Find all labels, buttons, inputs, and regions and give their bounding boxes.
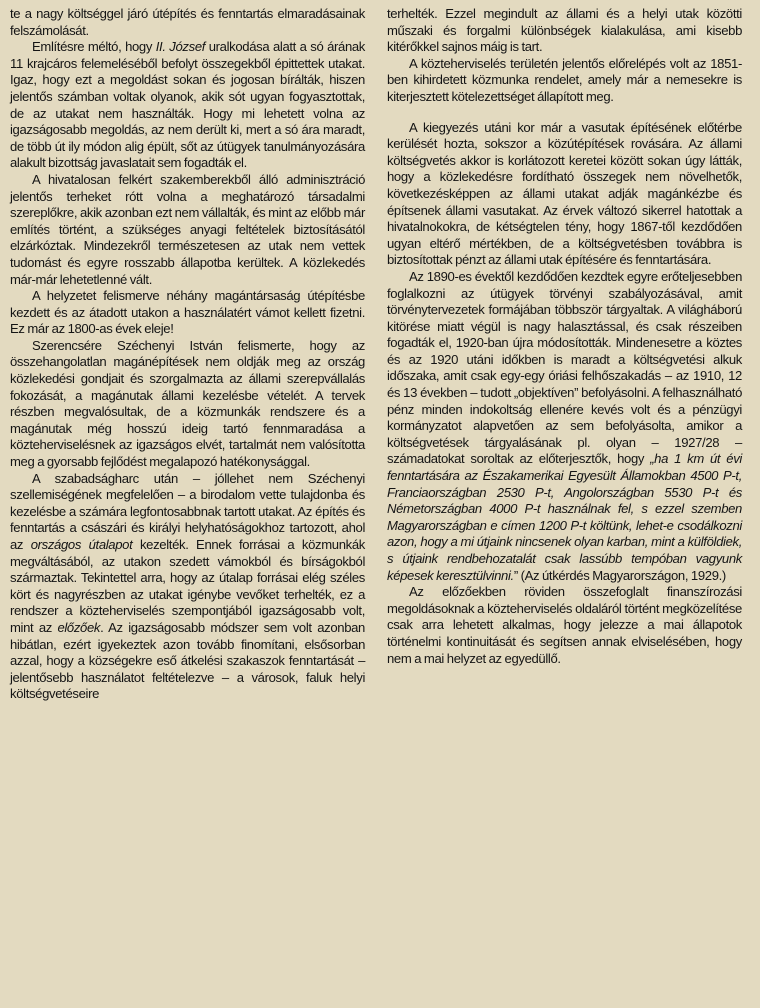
paragraph xyxy=(387,269,742,584)
right-column xyxy=(387,6,742,1008)
text-run: A szabadságharc után – jóllehet nem Széchenyi szellemiségének megfelelően – a birodalom vette tulajdonba és kezelésbe a számára legfontosabbnak tartott utakat. Az építés és fenntartás a császári és királyi helyhatóságokhoz tartozott, ahol az xyxy=(10,470,365,552)
paragraph: A helyzetet felismerve néhány magántársaság útépítésbe kezdett és az átadott utakon a használatért vámot kellett fizetni. Ez már az 1800-as évek eleje! xyxy=(10,288,365,337)
text-run: Említésre méltó, hogy xyxy=(32,39,156,55)
text-run: kezelték. Ennek forrásai a közmunkák megváltásából, az utakon szedett vámokból és bírságokból származtak. Tekintettel arra, hogy az útalap forrásai elég széles kört és nagyrészben az utakat igénybe vevőket terhelték, ez a rendszer a közteherviselés szempontjából igazságosabb volt, mint az xyxy=(10,537,365,635)
paragraph xyxy=(10,471,365,703)
emphasis-name: II. József xyxy=(155,39,206,55)
paragraph: A kiegyezés utáni kor már a vasutak építésének előtérbe kerülését hozta, sokszor a közútépítések rovására. Az állami költségvetés akkor is korlátozott keretei között sokan úgy látták, hogy a közlekedésre fordítható összegek nem növelhetők, következésképpen az állami utakat adják magánkézbe és építsenek állami vasutakat. Az érvek változó sikerrel hatottak a hivatalnokokra, de kétségtelen tény, hogy 1867-től kezdődően ugyan eltérő mértékben, de a költségvetésben továbbra is biztosítottak pénzt az állami utak építésére és fenntartására. xyxy=(387,119,742,268)
paragraph: te a nagy költséggel járó útépítés és fenntartás elmaradásainak felszámolását. xyxy=(10,6,365,38)
quotation: „ha 1 km út évi fenntartására az Északamerikai Egyesült Államokban 4500 P-t, Franciaországban 2530 P-t, Angolországban 5530 P-t és Németországban 4000 P-t használnak fel, s ezzel szemben Magyarországban e címen 1200 P-t költünk, lehet-e csodálkozni azon, hogy a mi útjaink nincsenek olyan karban, mint a külföldiek, s útjaink rendbehozatalát csak lassúbb tempóban vagyunk képesek keresztülvinni. xyxy=(387,451,742,583)
text-run: Az 1890-es évektől kezdődően kezdtek egyre erőteljesebben foglalkozni az útügyek törvényi szabályozásával, amit törvénytervezetek formájában többször tárgyaltak. A világháború kitörése miatt végül is nagy halasztással, és csak részeiben fogadták el, 1920-ban újra módosították. Mindenesetre a köztes és az 1920 utáni időkben is maradt a költségvetési alkuk időszaka, amit csak egy-egy óriási felhőszakadás – az 1910, 12 és 13 években – tudott „objektíven” befolyásolni. A felhasználható pénz minden indokoltság ellenére kevés volt és a pénzügyi kormányzatot alapvetően az sem befolyásolta, amikor a költségvetések tárgyalásának pl. olyan – 1927/28 – számadatokat soroltak az előterjesztők, hogy xyxy=(387,268,742,467)
citation: ” (Az útkérdés Magyarországon, 1929.) xyxy=(513,567,726,583)
paragraph: A hivatalosan felkért szakemberekből álló adminisztráció jelentős terheket rótt volna a meghatározó társadalmi szereplőkre, akik azonban ezt nem vállalták, és mint az előbb már említés történt, a szükséges anyagi feltételek biztosításától elzárkóztak. Mindezekről természetesen az utak nem vettek tudomást és egyre rosszabb állapotba kerültek. A közlekedés már-már lehetetlenné vált. xyxy=(10,171,365,287)
text-run: . Az igazságosabb módszer sem volt azonban hibátlan, ezért igyekeztek azon tovább finomítani, elsősorban azzal, hogy a községekre eső átkelési szakaszok fenntartását – jelentősebb használatot feltételezve – a városok, faluk helyi költségvetéseire xyxy=(10,619,365,702)
left-column xyxy=(10,6,365,1008)
text-run: uralkodása alatt a só árának 11 krajcáros felemeléséből befolyt összegekből épittettek utakat. Igaz, hogy ezt a megoldást sokan és jogosan bírálták, hiszen jelentős számban voltak olyanok, akik sót ugyan fogyasztottak, de az utakat nem használták. Hogy mi lehetett volna az igazságosabb megoldás, az nem derült ki, mert a só ára maradt, de több út ily módon alig épült, sőt az útügyek tanulmányozására alakult bizottság javaslatait sem fogadták el. xyxy=(10,39,365,171)
emphasis-term: országos útalapot xyxy=(30,537,133,552)
paragraph: Szerencsére Széchenyi István felismerte, hogy az összehangolatlan magánépítések nem oldják meg az ország közlekedési gondjait és szorgalmazta az állami szerepvállalás fokozását, a magánutak állami kezelésbe vételét. A tervek részben megvalósultak, de a közmunkák rendszere és a magánutak még hosszú ideig tartó fennmaradása a közteherviselésnek az igazságos elvét, tartalmát nem valósította meg a gyorsabb fejlődést megalapozó hatékonysággal. xyxy=(10,337,365,470)
paragraph: terhelték. Ezzel megindult az állami és a helyi utak közötti műszaki és forgalmi különbségek kialakulása, ami kisebb kitérőkkel sajnos máig is tart. xyxy=(387,6,742,55)
emphasis-term: előzőek xyxy=(57,619,101,635)
paragraph: A közteherviselés területén jelentős előrelépés volt az 1851-ben kihirdetett közmunka rendelet, amely már a nemesekre is kiterjesztett kötelezettséget állapított meg. xyxy=(387,55,742,104)
paragraph: Az előzőekben röviden összefoglalt finanszírozási megoldásoknak a közteherviselés oldaláról történt megközelítése csak arra lehetett alkalmas, hogy jelezze a mai állapotok történelmi kontinuitását és segítsen annak elviselésében, hogy nem a mai helyzet az egyedüllő. xyxy=(387,584,742,666)
paragraph xyxy=(10,39,365,172)
